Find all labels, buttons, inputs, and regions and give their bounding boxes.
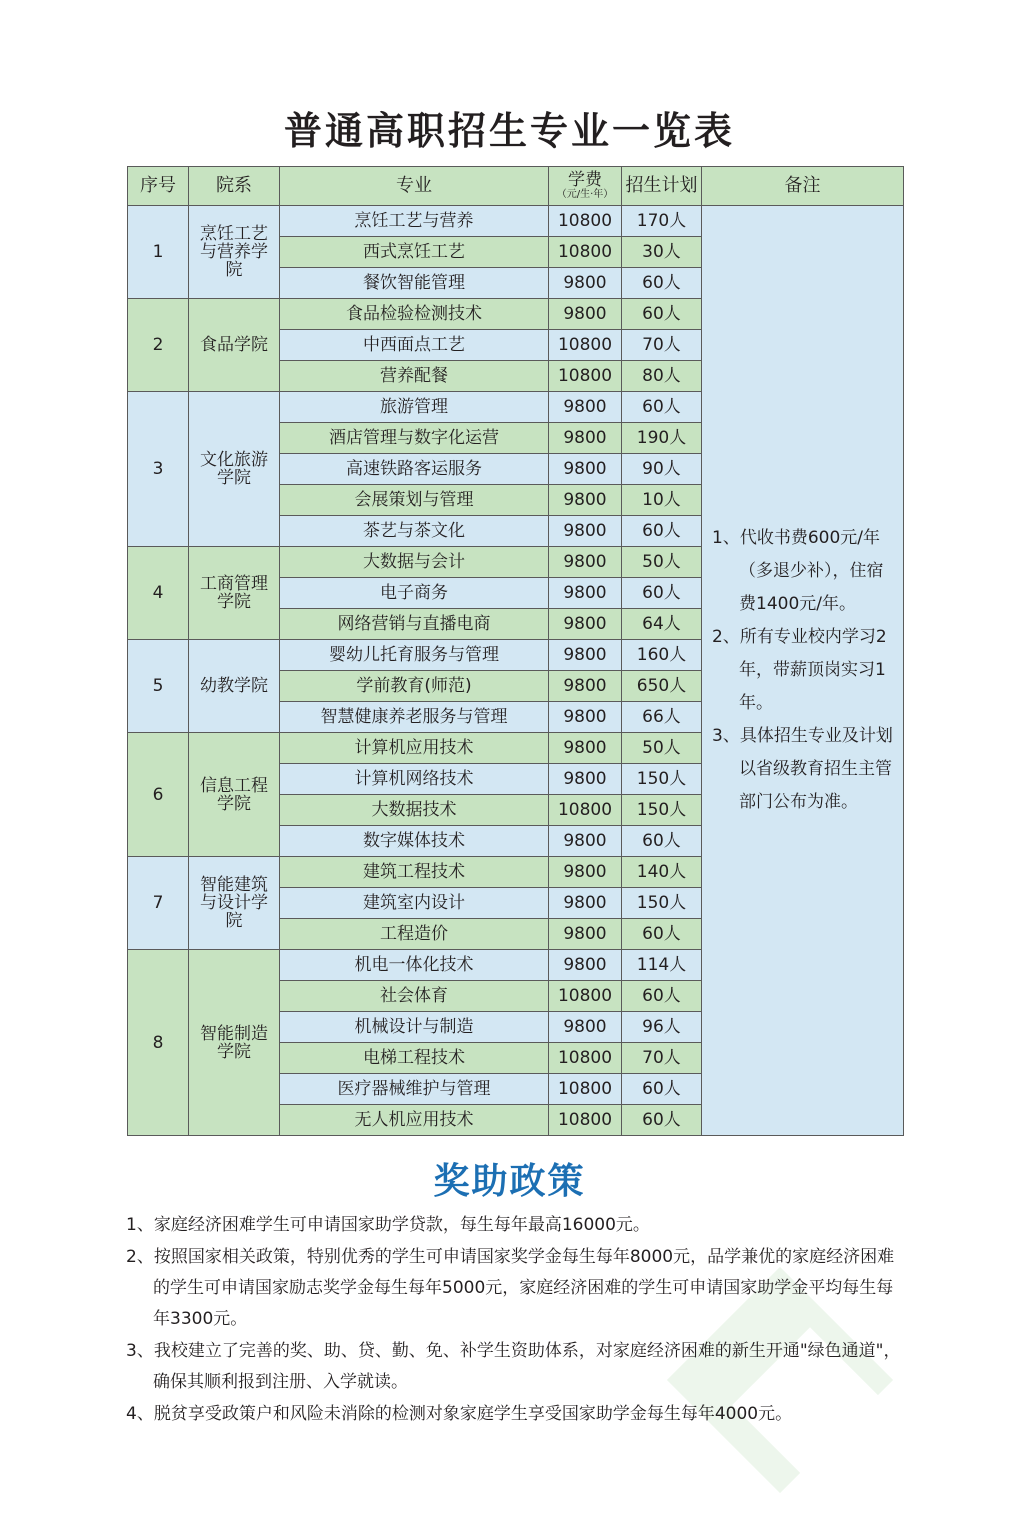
group-number: 3 [128, 392, 189, 547]
plan-cell: 10人 [622, 485, 702, 516]
major-cell: 电梯工程技术 [280, 1043, 549, 1074]
major-cell: 无人机应用技术 [280, 1105, 549, 1136]
group-number: 7 [128, 857, 189, 950]
plan-cell: 170人 [622, 206, 702, 237]
plan-cell: 60人 [622, 919, 702, 950]
policy-item: 4、脱贫享受政策户和风险未消除的检测对象家庭学生享受国家助学金每生每年4000元。 [126, 1404, 793, 1424]
major-cell: 建筑工程技术 [280, 857, 549, 888]
plan-cell: 60人 [622, 826, 702, 857]
major-cell: 计算机应用技术 [280, 733, 549, 764]
remark-item: 1、代收书费600元/年（多退少补），住宿费1400元/年。 [712, 528, 884, 614]
majors-table [127, 166, 904, 1136]
department-name: 食品学院 [189, 299, 280, 392]
plan-cell: 60人 [622, 1105, 702, 1136]
major-cell: 营养配餐 [280, 361, 549, 392]
plan-cell: 50人 [622, 733, 702, 764]
fee-cell: 9800 [549, 268, 622, 299]
header-dept: 院系 [189, 167, 280, 206]
fee-cell: 10800 [549, 237, 622, 268]
department-name: 智能制造学院 [189, 950, 280, 1136]
fee-cell: 9800 [549, 764, 622, 795]
header-fee-label: 学费 [568, 170, 602, 190]
plan-cell: 60人 [622, 981, 702, 1012]
major-cell: 旅游管理 [280, 392, 549, 423]
department-name: 智能建筑与设计学院 [189, 857, 280, 950]
fee-cell: 9800 [549, 826, 622, 857]
fee-cell: 10800 [549, 1043, 622, 1074]
major-cell: 中西面点工艺 [280, 330, 549, 361]
policy-item: 2、按照国家相关政策，特别优秀的学生可申请国家奖学金每生每年8000元，品学兼优的家庭经济困难的学生可申请国家励志奖学金每生每年5000元，家庭经济困难的学生可申请国家助学金平均每生每年3300元。 [126, 1247, 895, 1329]
plan-cell: 60人 [622, 516, 702, 547]
plan-cell: 60人 [622, 1074, 702, 1105]
major-cell: 机械设计与制造 [280, 1012, 549, 1043]
fee-cell: 10800 [549, 1074, 622, 1105]
remark-item: 3、具体招生专业及计划以省级教育招生主管部门公布为准。 [712, 726, 893, 812]
fee-cell: 9800 [549, 485, 622, 516]
plan-cell: 80人 [622, 361, 702, 392]
fee-cell: 9800 [549, 919, 622, 950]
major-cell: 西式烹饪工艺 [280, 237, 549, 268]
fee-cell: 9800 [549, 516, 622, 547]
major-cell: 大数据技术 [280, 795, 549, 826]
major-cell: 网络营销与直播电商 [280, 609, 549, 640]
group-number: 2 [128, 299, 189, 392]
group-number: 1 [128, 206, 189, 299]
table-header-row [128, 167, 904, 206]
plan-cell: 60人 [622, 578, 702, 609]
major-cell: 工程造价 [280, 919, 549, 950]
header-remark: 备注 [702, 167, 904, 206]
header-fee [549, 167, 622, 206]
fee-cell: 9800 [549, 392, 622, 423]
policy-item: 1、家庭经济困难学生可申请国家助学贷款，每生每年最高16000元。 [126, 1215, 650, 1235]
policy-list [126, 1210, 906, 1431]
fee-cell: 9800 [549, 640, 622, 671]
plan-cell: 70人 [622, 1043, 702, 1074]
major-cell: 学前教育(师范) [280, 671, 549, 702]
plan-cell: 60人 [622, 392, 702, 423]
plan-cell: 150人 [622, 795, 702, 826]
major-cell: 餐饮智能管理 [280, 268, 549, 299]
major-cell: 社会体育 [280, 981, 549, 1012]
group-number: 4 [128, 547, 189, 640]
group-number: 6 [128, 733, 189, 857]
fee-cell: 9800 [549, 857, 622, 888]
table-body [128, 206, 904, 1136]
fee-cell: 9800 [549, 671, 622, 702]
fee-cell: 9800 [549, 423, 622, 454]
plan-cell: 150人 [622, 888, 702, 919]
header-num: 序号 [128, 167, 189, 206]
header-plan: 招生计划 [622, 167, 702, 206]
major-cell: 计算机网络技术 [280, 764, 549, 795]
plan-cell: 150人 [622, 764, 702, 795]
fee-cell: 10800 [549, 1105, 622, 1136]
policy-title: 奖助政策 [433, 1161, 586, 1202]
plan-cell: 140人 [622, 857, 702, 888]
plan-cell: 96人 [622, 1012, 702, 1043]
fee-cell: 9800 [549, 454, 622, 485]
major-cell: 会展策划与管理 [280, 485, 549, 516]
department-name: 文化旅游学院 [189, 392, 280, 547]
major-cell: 医疗器械维护与管理 [280, 1074, 549, 1105]
department-name: 烹饪工艺与营养学院 [189, 206, 280, 299]
plan-cell: 66人 [622, 702, 702, 733]
major-cell: 烹饪工艺与营养 [280, 206, 549, 237]
group-number: 8 [128, 950, 189, 1136]
remark-item: 2、所有专业校内学习2年，带薪顶岗实习1年。 [712, 627, 887, 713]
major-cell: 食品检验检测技术 [280, 299, 549, 330]
fee-cell: 9800 [549, 950, 622, 981]
fee-cell: 9800 [549, 547, 622, 578]
plan-cell: 190人 [622, 423, 702, 454]
fee-cell: 9800 [549, 299, 622, 330]
fee-cell: 10800 [549, 330, 622, 361]
plan-cell: 70人 [622, 330, 702, 361]
plan-cell: 50人 [622, 547, 702, 578]
major-cell: 机电一体化技术 [280, 950, 549, 981]
major-cell: 建筑室内设计 [280, 888, 549, 919]
plan-cell: 114人 [622, 950, 702, 981]
fee-cell: 10800 [549, 206, 622, 237]
fee-cell: 10800 [549, 981, 622, 1012]
plan-cell: 30人 [622, 237, 702, 268]
fee-cell: 10800 [549, 361, 622, 392]
major-cell: 电子商务 [280, 578, 549, 609]
major-cell: 酒店管理与数字化运营 [280, 423, 549, 454]
department-name: 信息工程学院 [189, 733, 280, 857]
department-name: 幼教学院 [189, 640, 280, 733]
major-cell: 大数据与会计 [280, 547, 549, 578]
plan-cell: 60人 [622, 268, 702, 299]
group-number: 5 [128, 640, 189, 733]
fee-cell: 9800 [549, 733, 622, 764]
major-cell: 智慧健康养老服务与管理 [280, 702, 549, 733]
plan-cell: 160人 [622, 640, 702, 671]
fee-cell: 9800 [549, 609, 622, 640]
table-row [128, 206, 904, 237]
remarks-cell [702, 206, 904, 1136]
fee-cell: 9800 [549, 1012, 622, 1043]
major-cell: 婴幼儿托育服务与管理 [280, 640, 549, 671]
major-cell: 高速铁路客运服务 [280, 454, 549, 485]
fee-cell: 9800 [549, 702, 622, 733]
department-name: 工商管理学院 [189, 547, 280, 640]
plan-cell: 64人 [622, 609, 702, 640]
plan-cell: 60人 [622, 299, 702, 330]
header-fee-unit: （元/生·年） [556, 189, 614, 200]
fee-cell: 10800 [549, 795, 622, 826]
fee-cell: 9800 [549, 578, 622, 609]
fee-cell: 9800 [549, 888, 622, 919]
policy-item: 3、我校建立了完善的奖、助、贷、勤、免、补学生资助体系，对家庭经济困难的新生开通"绿色通道"，确保其顺利报到注册、入学就读。 [126, 1341, 901, 1392]
page-title: 普通高职招生专业一览表 [283, 109, 735, 153]
major-cell: 数字媒体技术 [280, 826, 549, 857]
header-major: 专业 [280, 167, 549, 206]
plan-cell: 650人 [622, 671, 702, 702]
plan-cell: 90人 [622, 454, 702, 485]
major-cell: 茶艺与茶文化 [280, 516, 549, 547]
